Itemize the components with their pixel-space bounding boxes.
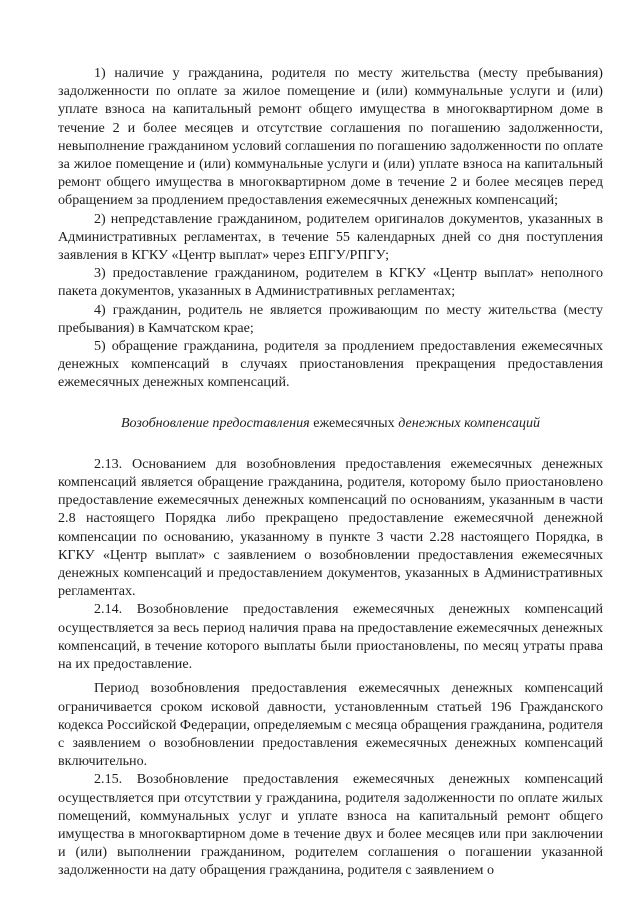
paragraph-2-15: 2.15. Возобновление предоставления ежемесячных денежных компенсаций осуществляется при отсутствии у гражданина, родителя задолженности по оплате жилых помещений, коммунальных услуг и уплате взноса на капитальный ремонт общего имущества в многоквартирном доме в течение двух и более месяцев или при заключении и (или) выполнении гражданином, родителем соглашения о погашении указанной задолженности на дату обращения гражданина, родителя с заявлением о [58,771,603,879]
paragraph-item-3: 3) предоставление гражданином, родителем в КГКУ «Центр выплат» неполного пакета документов, указанных в Административных регламентах; [58,265,603,300]
paragraph-2-13: 2.13. Основанием для возобновления предоставления ежемесячных денежных компенсаций является обращение гражданина, родителя, которому было приостановлено предоставление ежемесячных денежных компенсаций по основаниям, указанным в части 2.8 настоящего Порядка либо прекращено предоставление ежемесячной денежной компенсации по основанию, указанному в пункте 3 части 2.28 настоящего Порядка, в КГКУ «Центр выплат» с заявлением о возобновлении предоставления ежемесячных денежных компенсаций и предоставлением документов, указанных в Административных регламентах. [58,455,603,600]
paragraph-item-2: 2) непредставление гражданином, родителем оригиналов документов, указанных в Административных регламентах, в течение 55 календарных дней со дня поступления заявления в КГКУ «Центр выплат» через ЕПГУ/РПГУ; [58,210,603,264]
document-page [58,64,603,880]
paragraph-2-14: 2.14. Возобновление предоставления ежемесячных денежных компенсаций осуществляется за весь период наличия права на предоставление ежемесячных денежных компенсаций, в течение которого выплаты были приостановлены, по месяц утраты права на их предоставление. [58,601,603,673]
section-heading-part-2: ежемесячных [309,414,399,431]
paragraph-item-5: 5) обращение гражданина, родителя за продлением предоставления ежемесячных денежных компенсаций в случаях приостановления прекращения предоставления ежемесячных денежных компенсаций. [58,338,603,391]
section-heading [58,414,603,432]
paragraph-item-4: 4) гражданин, родитель не является проживающим по месту жительства (месту пребывания) в Камчатском крае; [58,301,603,336]
paragraph-item-1: 1) наличие у гражданина, родителя по месту жительства (месту пребывания) задолженности по оплате за жилое помещение и (или) коммунальные услуги и (или) уплате взноса на капитальный ремонт общего имущества в многоквартирном доме в течение 2 и более месяцев и отсутствие соглашения по погашению задолженности, невыполнение гражданином условий соглашения по погашению задолженности по оплате за жилое помещение и (или) коммунальные услуги и (или) уплате взноса на капитальный ремонт общего имущества в многоквартирном доме в течение 2 и более месяцев перед обращением за продлением предоставления ежемесячных денежных компенсаций; [58,65,603,209]
section-heading-part-1: Возобновление предоставления [120,414,310,431]
section-heading-part-3: денежных компенсаций [398,414,541,431]
paragraph-period: Период возобновления предоставления ежемесячных денежных компенсаций ограничивается сроком исковой давности, установленным статьей 196 Гражданского кодекса Российской Федерации, определяемым с месяца обращения гражданина, родителя с заявлением о возобновлении предоставления ежемесячных денежных компенсаций включительно. [58,680,603,770]
